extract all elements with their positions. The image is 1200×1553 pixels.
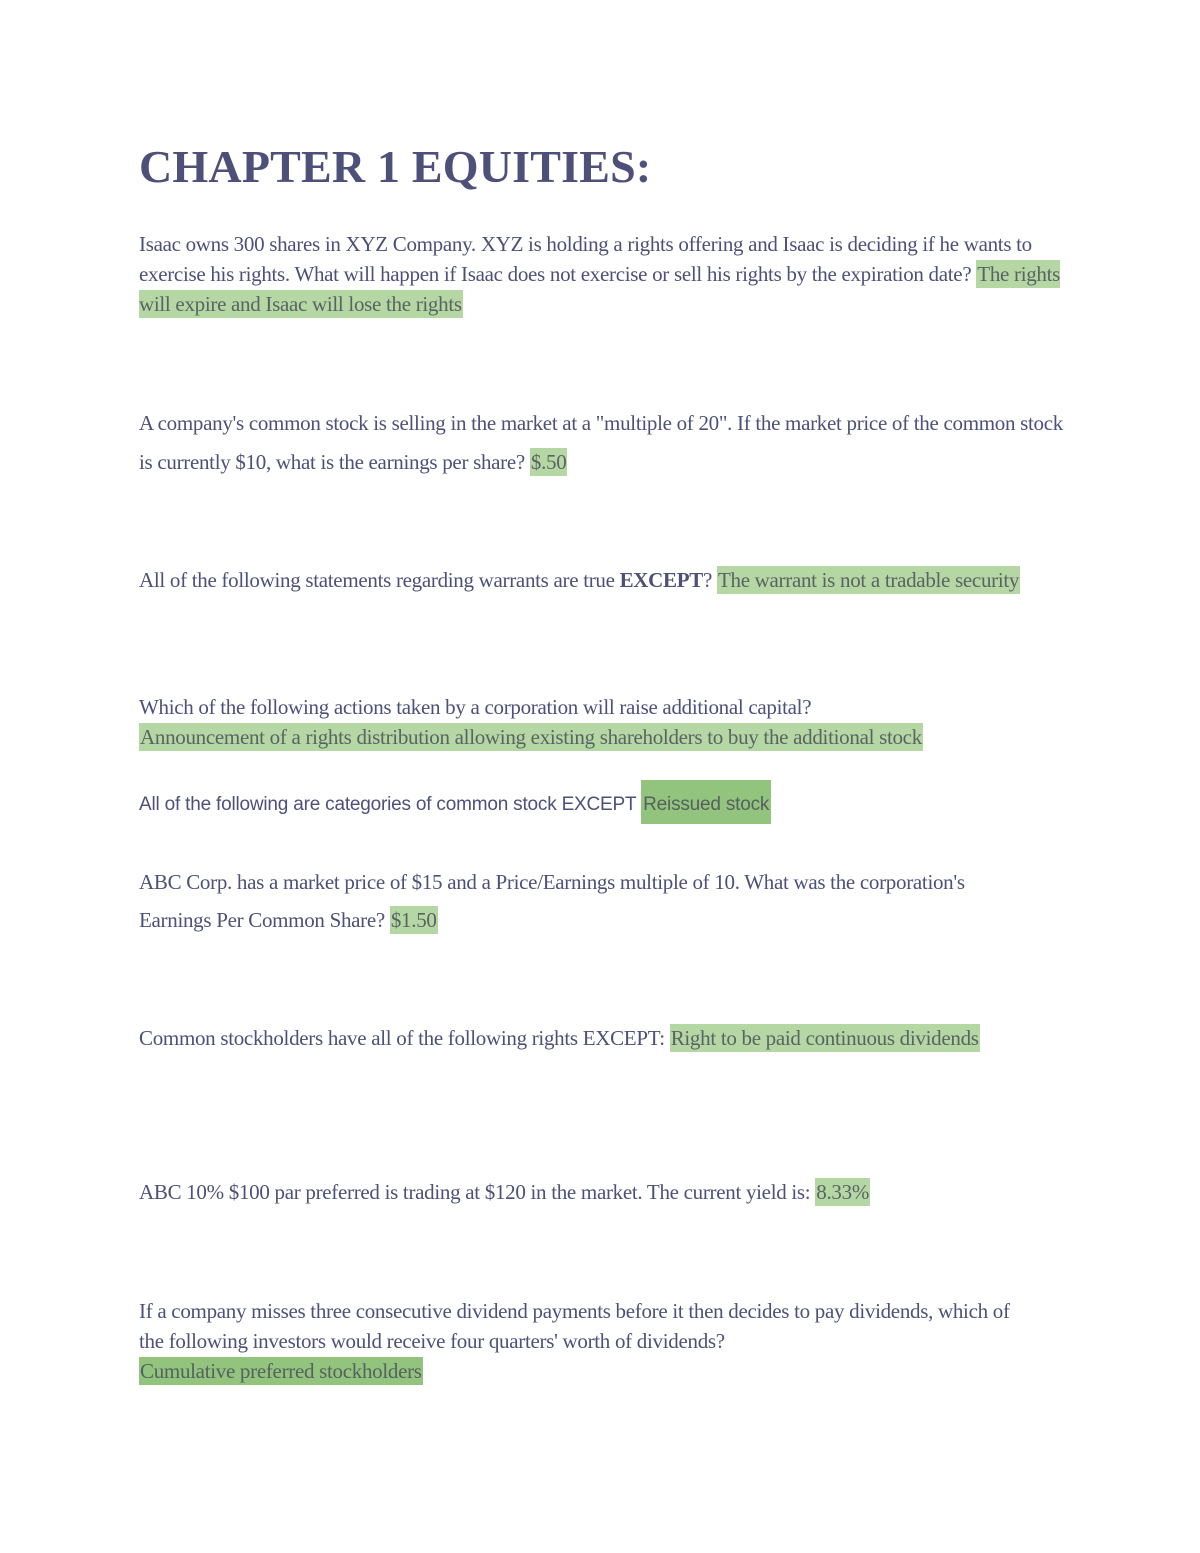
answer-highlight: Right to be paid continuous dividends (670, 1026, 979, 1050)
question-text: ABC 10% $100 par preferred is trading at $120 in the market. The current yield is: (139, 1180, 811, 1204)
question-item (139, 562, 1039, 599)
answer-highlight: Cumulative preferred stockholders (140, 1359, 422, 1383)
question-text: All of the following statements regarding warrants are true (139, 568, 615, 592)
question-item (139, 1019, 1039, 1057)
answer-highlight: The rights will expire and Isaac will lose the rights (139, 262, 1061, 316)
question-text: Isaac owns 300 shares in XYZ Company. XYZ is holding a rights offering and Isaac is deciding if he wants to exercise his rights. What will happen if Isaac does not exercise or sell his rights by the expiration date? (139, 232, 1032, 286)
question-text: A company's common stock is selling in the market at a "multiple of 20". If the market price of the common stock is currently $10, what is the earnings per share? (139, 411, 1063, 474)
answer-highlight: 8.33% (816, 1180, 870, 1204)
question-text: Common stockholders have all of the following rights EXCEPT: (139, 1026, 665, 1050)
question-emphasis: EXCEPT (619, 568, 703, 592)
question-item (139, 229, 1069, 319)
question-text: If a company misses three consecutive dividend payments before it then decides to pay dividends, which of the following investors would receive four quarters' worth of dividends? (139, 1299, 1010, 1353)
answer-highlight: $1.50 (390, 908, 437, 932)
document-title: CHAPTER 1 EQUITIES: (139, 141, 652, 192)
answer-highlight: Reissued stock (641, 780, 771, 824)
question-item (139, 780, 879, 828)
question-text: ABC Corp. has a market price of $15 and a Price/Earnings multiple of 10. What was the corporation's Earnings Per Common Share? (139, 870, 965, 932)
question-item (139, 1296, 1039, 1386)
question-item (139, 404, 1069, 482)
question-text: All of the following are categories of common stock EXCEPT (139, 794, 637, 815)
question-punctuation: ? (702, 568, 713, 592)
answer-highlight: Announcement of a rights distribution allowing existing shareholders to buy the additional stock (140, 725, 922, 749)
question-item (139, 1177, 1019, 1207)
question-item (139, 692, 1079, 752)
question-text: Which of the following actions taken by a corporation will raise additional capital? (139, 695, 812, 719)
answer-highlight: $.50 (530, 450, 567, 474)
question-item (139, 863, 1019, 939)
answer-highlight: The warrant is not a tradable security (717, 568, 1020, 592)
